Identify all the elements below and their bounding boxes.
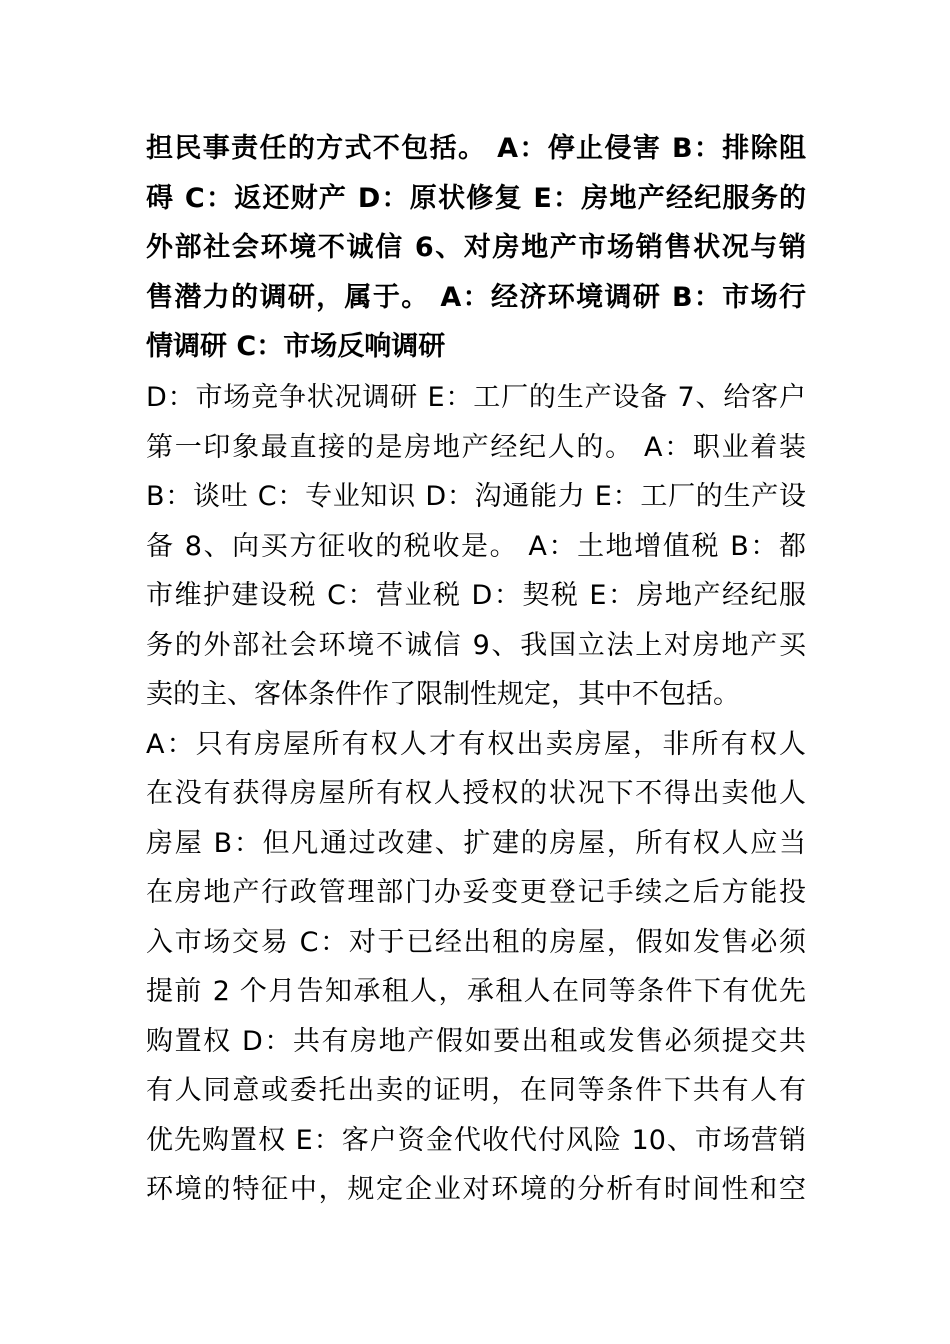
- text-line: 优先购置权 E：客户资金代收代付风险 10、市场营销: [146, 1124, 806, 1156]
- text-line: 房屋 B：但凡通过改建、扩建的房屋，所有权人应当: [146, 827, 806, 859]
- text-line: 外部社会环境不诚信 6、对房地产市场销售状况与销: [146, 232, 806, 263]
- text-line: 务的外部社会环境不诚信 9、我国立法上对房地产买: [146, 629, 806, 661]
- text-line: 备 8、向买方征收的税收是。 A：土地增值税 B：都: [146, 530, 806, 562]
- bold-question-text: [146, 124, 806, 372]
- text-line: D：市场竞争状况调研 E：工厂的生产设备 7、给客户: [146, 382, 806, 413]
- text-line: 入市场交易 C：对于已经出租的房屋，假如发售必须: [146, 926, 806, 958]
- text-line: 购置权 D：共有房地产假如要出租或发售必须提交共: [146, 1025, 806, 1057]
- body-question-text: [146, 373, 806, 1215]
- text-line: 第一印象最直接的是房地产经纪人的。 A：职业着装: [146, 431, 806, 463]
- text-line: 在房地产行政管理部门办妥变更登记手续之后方能投: [146, 877, 806, 908]
- text-line: 提前 2 个月告知承租人，承租人在同等条件下有优先: [146, 976, 806, 1007]
- text-line: B：谈吐 C：专业知识 D：沟通能力 E：工厂的生产设: [146, 481, 806, 512]
- text-line: 情调研 C：市场反响调研: [146, 331, 446, 362]
- text-line: 卖的主、客体条件作了限制性规定，其中不包括。: [146, 679, 740, 710]
- text-line: 碍 C：返还财产 D：原状修复 E：房地产经纪服务的: [146, 182, 806, 214]
- text-line: A：只有房屋所有权人才有权出卖房屋，非所有权人: [146, 728, 806, 760]
- text-line: 售潜力的调研，属于。 A：经济环境调研 B：市场行: [146, 281, 806, 313]
- text-line: 有人同意或委托出卖的证明，在同等条件下共有人有: [146, 1075, 806, 1106]
- text-line: 担民事责任的方式不包括。 A：停止侵害 B：排除阻: [146, 133, 806, 164]
- text-line: 环境的特征中，规定企业对环境的分析有时间性和空: [146, 1174, 806, 1205]
- text-line: 在没有获得房屋所有权人授权的状况下不得出卖他人: [146, 778, 806, 809]
- text-line: 市维护建设税 C：营业税 D：契税 E：房地产经纪服: [146, 580, 806, 611]
